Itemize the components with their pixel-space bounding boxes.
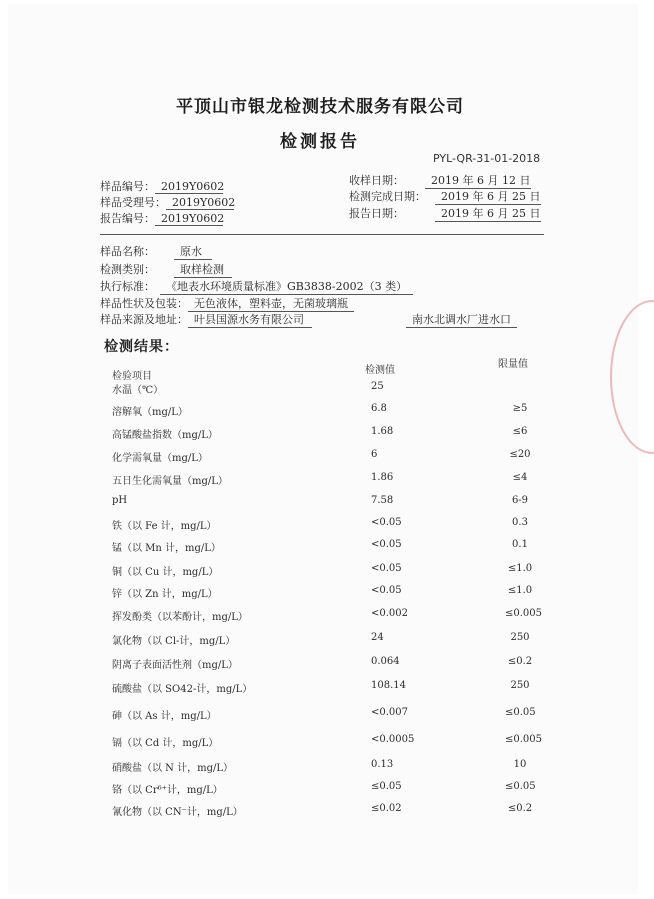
test-limit: ≤0.2 bbox=[507, 656, 533, 667]
table-row bbox=[0, 426, 654, 444]
test-item: pH bbox=[112, 495, 128, 506]
test-item: 镉（以 Cd 计，mg/L） bbox=[112, 738, 219, 749]
table-row bbox=[0, 781, 654, 799]
table-row bbox=[0, 449, 654, 467]
table-row bbox=[0, 381, 654, 399]
completion-date-value: 2019 年 6 月 25 日 bbox=[435, 188, 541, 205]
completion-date-field bbox=[349, 188, 541, 205]
test-result: <0.05 bbox=[371, 563, 402, 574]
test-result: 1.86 bbox=[371, 472, 394, 483]
test-limit: 250 bbox=[510, 632, 530, 643]
test-result: 6 bbox=[371, 449, 378, 460]
table-row bbox=[0, 495, 654, 513]
standard-label: 执行标准： bbox=[100, 280, 155, 293]
test-limit: ≤20 bbox=[509, 449, 531, 460]
test-result: <0.0005 bbox=[371, 734, 415, 745]
sample-number-label: 样品编号： bbox=[100, 180, 155, 193]
table-row bbox=[0, 734, 654, 752]
sample-source-address: 南水北调水厂进水口 bbox=[406, 311, 517, 328]
sample-name-field bbox=[100, 243, 212, 260]
sample-source-value: 叶县国源水务有限公司 bbox=[188, 311, 312, 328]
table-row bbox=[0, 403, 654, 421]
report-date-value: 2019 年 6 月 25 日 bbox=[435, 205, 541, 222]
test-item: 氯化物（以 Cl-计，mg/L） bbox=[112, 636, 236, 647]
test-result: <0.05 bbox=[371, 539, 402, 550]
report-number-field bbox=[100, 210, 223, 226]
table-row bbox=[0, 632, 654, 650]
receipt-date-label: 收样日期： bbox=[349, 174, 404, 187]
acceptance-number-label: 样品受理号： bbox=[100, 196, 166, 209]
test-result: <0.002 bbox=[371, 608, 409, 619]
table-row bbox=[0, 472, 654, 490]
receipt-date-value: 2019 年 6 月 12 日 bbox=[425, 172, 531, 189]
test-item: 硝酸盐（以 N 计，mg/L） bbox=[112, 763, 234, 774]
column-header-result: 检测值 bbox=[365, 365, 395, 376]
test-limit: 6-9 bbox=[511, 495, 529, 506]
table-row bbox=[0, 517, 654, 535]
column-header-limit: 限量值 bbox=[498, 359, 528, 370]
test-item: 挥发酚类（以苯酚计，mg/L） bbox=[112, 612, 248, 623]
test-result: 0.064 bbox=[371, 656, 400, 667]
completion-date-label: 检测完成日期： bbox=[349, 190, 426, 203]
test-item: 砷（以 As 计，mg/L） bbox=[112, 711, 217, 722]
table-row bbox=[0, 608, 654, 626]
acceptance-number-value: 2019Y0602 bbox=[166, 196, 234, 210]
test-limit: 250 bbox=[510, 680, 530, 691]
sample-name-label: 样品名称： bbox=[100, 245, 155, 258]
test-item: 锰（以 Mn 计，mg/L） bbox=[112, 543, 221, 554]
report-number-label: 报告编号： bbox=[100, 212, 155, 225]
table-row bbox=[0, 803, 654, 821]
table-row bbox=[0, 656, 654, 674]
test-limit: ≤0.05 bbox=[505, 781, 536, 792]
sample-state-field bbox=[100, 295, 354, 312]
test-item: 高锰酸盐指数（mg/L） bbox=[112, 430, 218, 441]
test-limit: 0.1 bbox=[512, 539, 528, 550]
test-result: 6.8 bbox=[371, 403, 387, 414]
test-result: 1.68 bbox=[371, 426, 394, 437]
test-result: 25 bbox=[371, 381, 384, 392]
test-item: 铬（以 Cr⁶⁺计，mg/L） bbox=[112, 785, 223, 796]
test-result: 108.14 bbox=[371, 680, 406, 691]
test-result: <0.007 bbox=[371, 707, 409, 718]
sample-state-label: 样品性状及包装： bbox=[100, 297, 188, 310]
test-item: 化学需氧量（mg/L） bbox=[112, 453, 208, 464]
sample-name-value: 原水 bbox=[174, 243, 212, 260]
test-limit: ≥5 bbox=[512, 403, 528, 414]
sample-source-label: 样品来源及地址： bbox=[100, 313, 188, 326]
test-limit: ≤1.0 bbox=[507, 563, 533, 574]
test-item: 水温（℃） bbox=[112, 385, 164, 396]
standard-value: 《地表水环境质量标准》GB3838-2002（3 类） bbox=[160, 278, 413, 295]
sample-state-value: 无色液体，塑料壶，无菌玻璃瓶 bbox=[188, 295, 354, 312]
report-date-field bbox=[349, 205, 541, 222]
results-section-title: 检测结果： bbox=[104, 339, 179, 355]
test-result: <0.05 bbox=[371, 517, 402, 528]
test-type-field bbox=[100, 261, 232, 278]
test-result: <0.05 bbox=[371, 585, 402, 596]
test-result: ≤0.05 bbox=[371, 781, 402, 792]
test-item: 锌（以 Zn 计，mg/L） bbox=[112, 589, 218, 600]
test-limit: ≤4 bbox=[512, 472, 528, 483]
sample-number-value: 2019Y0602 bbox=[155, 180, 223, 194]
test-item: 溶解氧（mg/L） bbox=[112, 407, 188, 418]
test-limit: 10 bbox=[513, 759, 527, 770]
test-item: 氰化物（以 CN⁻计，mg/L） bbox=[112, 807, 243, 818]
report-number-value: 2019Y0602 bbox=[155, 212, 223, 226]
test-limit: ≤6 bbox=[512, 426, 528, 437]
table-row bbox=[0, 585, 654, 603]
table-row bbox=[0, 539, 654, 557]
test-type-value: 取样检测 bbox=[174, 261, 232, 278]
column-header-item: 检验项目 bbox=[112, 371, 152, 382]
table-row bbox=[0, 563, 654, 581]
test-limit: 0.3 bbox=[512, 517, 528, 528]
test-limit: ≤0.005 bbox=[505, 608, 543, 619]
divider-line bbox=[100, 234, 544, 235]
company-name: 平顶山市银龙检测技术服务有限公司 bbox=[176, 97, 464, 117]
test-item: 阴离子表面活性剂（mg/L） bbox=[112, 660, 238, 671]
test-limit: ≤0.05 bbox=[505, 707, 536, 718]
test-limit: ≤1.0 bbox=[507, 585, 533, 596]
report-date-label: 报告日期： bbox=[349, 207, 404, 220]
test-result: 0.13 bbox=[371, 759, 394, 770]
test-item: 铁（以 Fe 计，mg/L） bbox=[112, 521, 217, 532]
acceptance-number-field bbox=[100, 194, 234, 210]
test-result: ≤0.02 bbox=[371, 803, 402, 814]
test-item: 铜（以 Cu 计，mg/L） bbox=[112, 567, 219, 578]
test-item: 五日生化需氧量（mg/L） bbox=[112, 476, 228, 487]
test-limit: ≤0.2 bbox=[507, 803, 533, 814]
document-code: PYL-QR-31-01-2018 bbox=[433, 152, 541, 165]
sample-source-field bbox=[100, 311, 517, 328]
table-row bbox=[0, 759, 654, 777]
test-item: 硫酸盐（以 SO42-计，mg/L） bbox=[112, 684, 253, 695]
test-type-label: 检测类别： bbox=[100, 263, 155, 276]
test-result: 7.58 bbox=[371, 495, 394, 506]
table-row bbox=[0, 707, 654, 725]
test-limit: ≤0.005 bbox=[505, 734, 543, 745]
sample-number-field bbox=[100, 178, 223, 194]
standard-field bbox=[100, 278, 413, 295]
receipt-date-field bbox=[349, 172, 531, 189]
table-row bbox=[0, 680, 654, 698]
report-title: 检测报告 bbox=[280, 132, 360, 152]
test-result: 24 bbox=[371, 632, 384, 643]
